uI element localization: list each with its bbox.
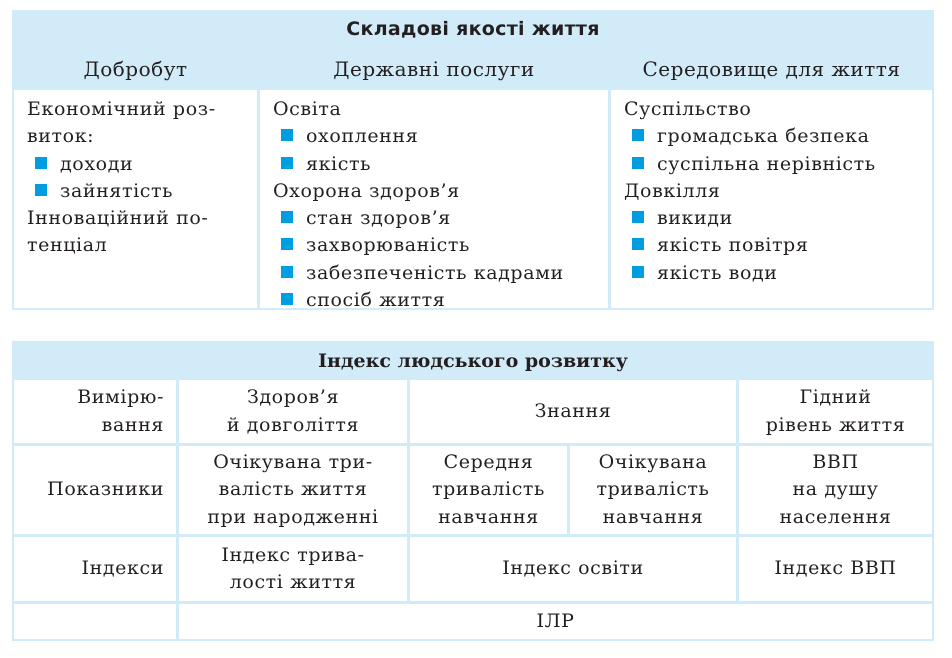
square-bullet-icon bbox=[281, 157, 293, 169]
hdi-table-title: Індекс людського розвитку bbox=[318, 350, 628, 372]
list-item: суспільна нерівність bbox=[624, 151, 932, 178]
square-bullet-icon bbox=[281, 129, 293, 141]
square-bullet-icon bbox=[632, 211, 644, 223]
list-item: виток: bbox=[27, 125, 95, 148]
list-item: забезпеченість кадрами bbox=[273, 260, 608, 287]
square-bullet-icon bbox=[35, 184, 47, 196]
list-item: захворюваність bbox=[273, 232, 608, 259]
list-item: громадська безпека bbox=[624, 123, 932, 150]
list-item: Інноваційний по- bbox=[27, 207, 209, 230]
indicator-mean-schooling: Середня тривалість навчання bbox=[410, 446, 567, 534]
indicator-life-expectancy: Очікувана три- валість життя при народженні bbox=[179, 446, 407, 534]
square-bullet-icon bbox=[632, 129, 644, 141]
row-label-indicators: Показники bbox=[14, 446, 176, 534]
hdi-total: ІЛР bbox=[179, 604, 932, 639]
header-living-environment: Середовище для життя bbox=[611, 49, 932, 87]
list-item: Довкілля bbox=[624, 179, 721, 202]
header-welfare: Добробут bbox=[14, 49, 257, 87]
index-education: Індекс освіти bbox=[410, 537, 736, 601]
living-environment-column bbox=[611, 90, 932, 308]
list-item: якість повітря bbox=[624, 232, 932, 259]
list-item: охоплення bbox=[273, 123, 608, 150]
quality-table-title: Складові якості життя bbox=[346, 18, 600, 40]
list-item: якість bbox=[273, 151, 608, 178]
list-item: Охорона здоров’я bbox=[273, 179, 460, 202]
row-label-indices: Індекси bbox=[14, 537, 176, 601]
square-bullet-icon bbox=[281, 238, 293, 250]
public-services-column bbox=[260, 90, 608, 312]
list-item: зайнятість bbox=[27, 178, 257, 205]
index-life: Індекс трива- лості життя bbox=[179, 537, 407, 601]
list-item: тенціал bbox=[27, 234, 108, 257]
square-bullet-icon bbox=[632, 266, 644, 278]
square-bullet-icon bbox=[281, 266, 293, 278]
list-item: Освіта bbox=[273, 98, 342, 120]
list-item: доходи bbox=[27, 151, 257, 178]
index-gdp: Індекс ВВП bbox=[739, 537, 932, 601]
quality-of-life-table bbox=[12, 10, 934, 310]
square-bullet-icon bbox=[632, 238, 644, 250]
header-public-services: Державні послуги bbox=[260, 49, 608, 87]
square-bullet-icon bbox=[281, 211, 293, 223]
list-item: викиди bbox=[624, 205, 932, 232]
measurement-living-standard: Гідний рівень життя bbox=[739, 380, 932, 443]
indicator-expected-schooling: Очікувана тривалість навчання bbox=[570, 446, 736, 534]
indicator-gdp-per-capita: ВВП на душу населення bbox=[739, 446, 932, 534]
row-label-empty bbox=[14, 604, 176, 639]
list-item: стан здоров’я bbox=[273, 205, 608, 232]
square-bullet-icon bbox=[281, 293, 293, 305]
welfare-column bbox=[14, 90, 257, 308]
square-bullet-icon bbox=[35, 157, 47, 169]
list-item: Суспільство bbox=[624, 98, 752, 120]
human-development-index-table bbox=[12, 341, 934, 641]
row-label-measurement: Вимірю- вання bbox=[14, 380, 176, 443]
square-bullet-icon bbox=[632, 157, 644, 169]
list-item: Економічний роз- bbox=[27, 98, 216, 120]
measurement-health: Здоров’я й довголіття bbox=[179, 380, 407, 443]
list-item: спосіб життя bbox=[273, 287, 608, 314]
list-item: якість води bbox=[624, 260, 932, 287]
measurement-knowledge: Знання bbox=[410, 380, 736, 443]
